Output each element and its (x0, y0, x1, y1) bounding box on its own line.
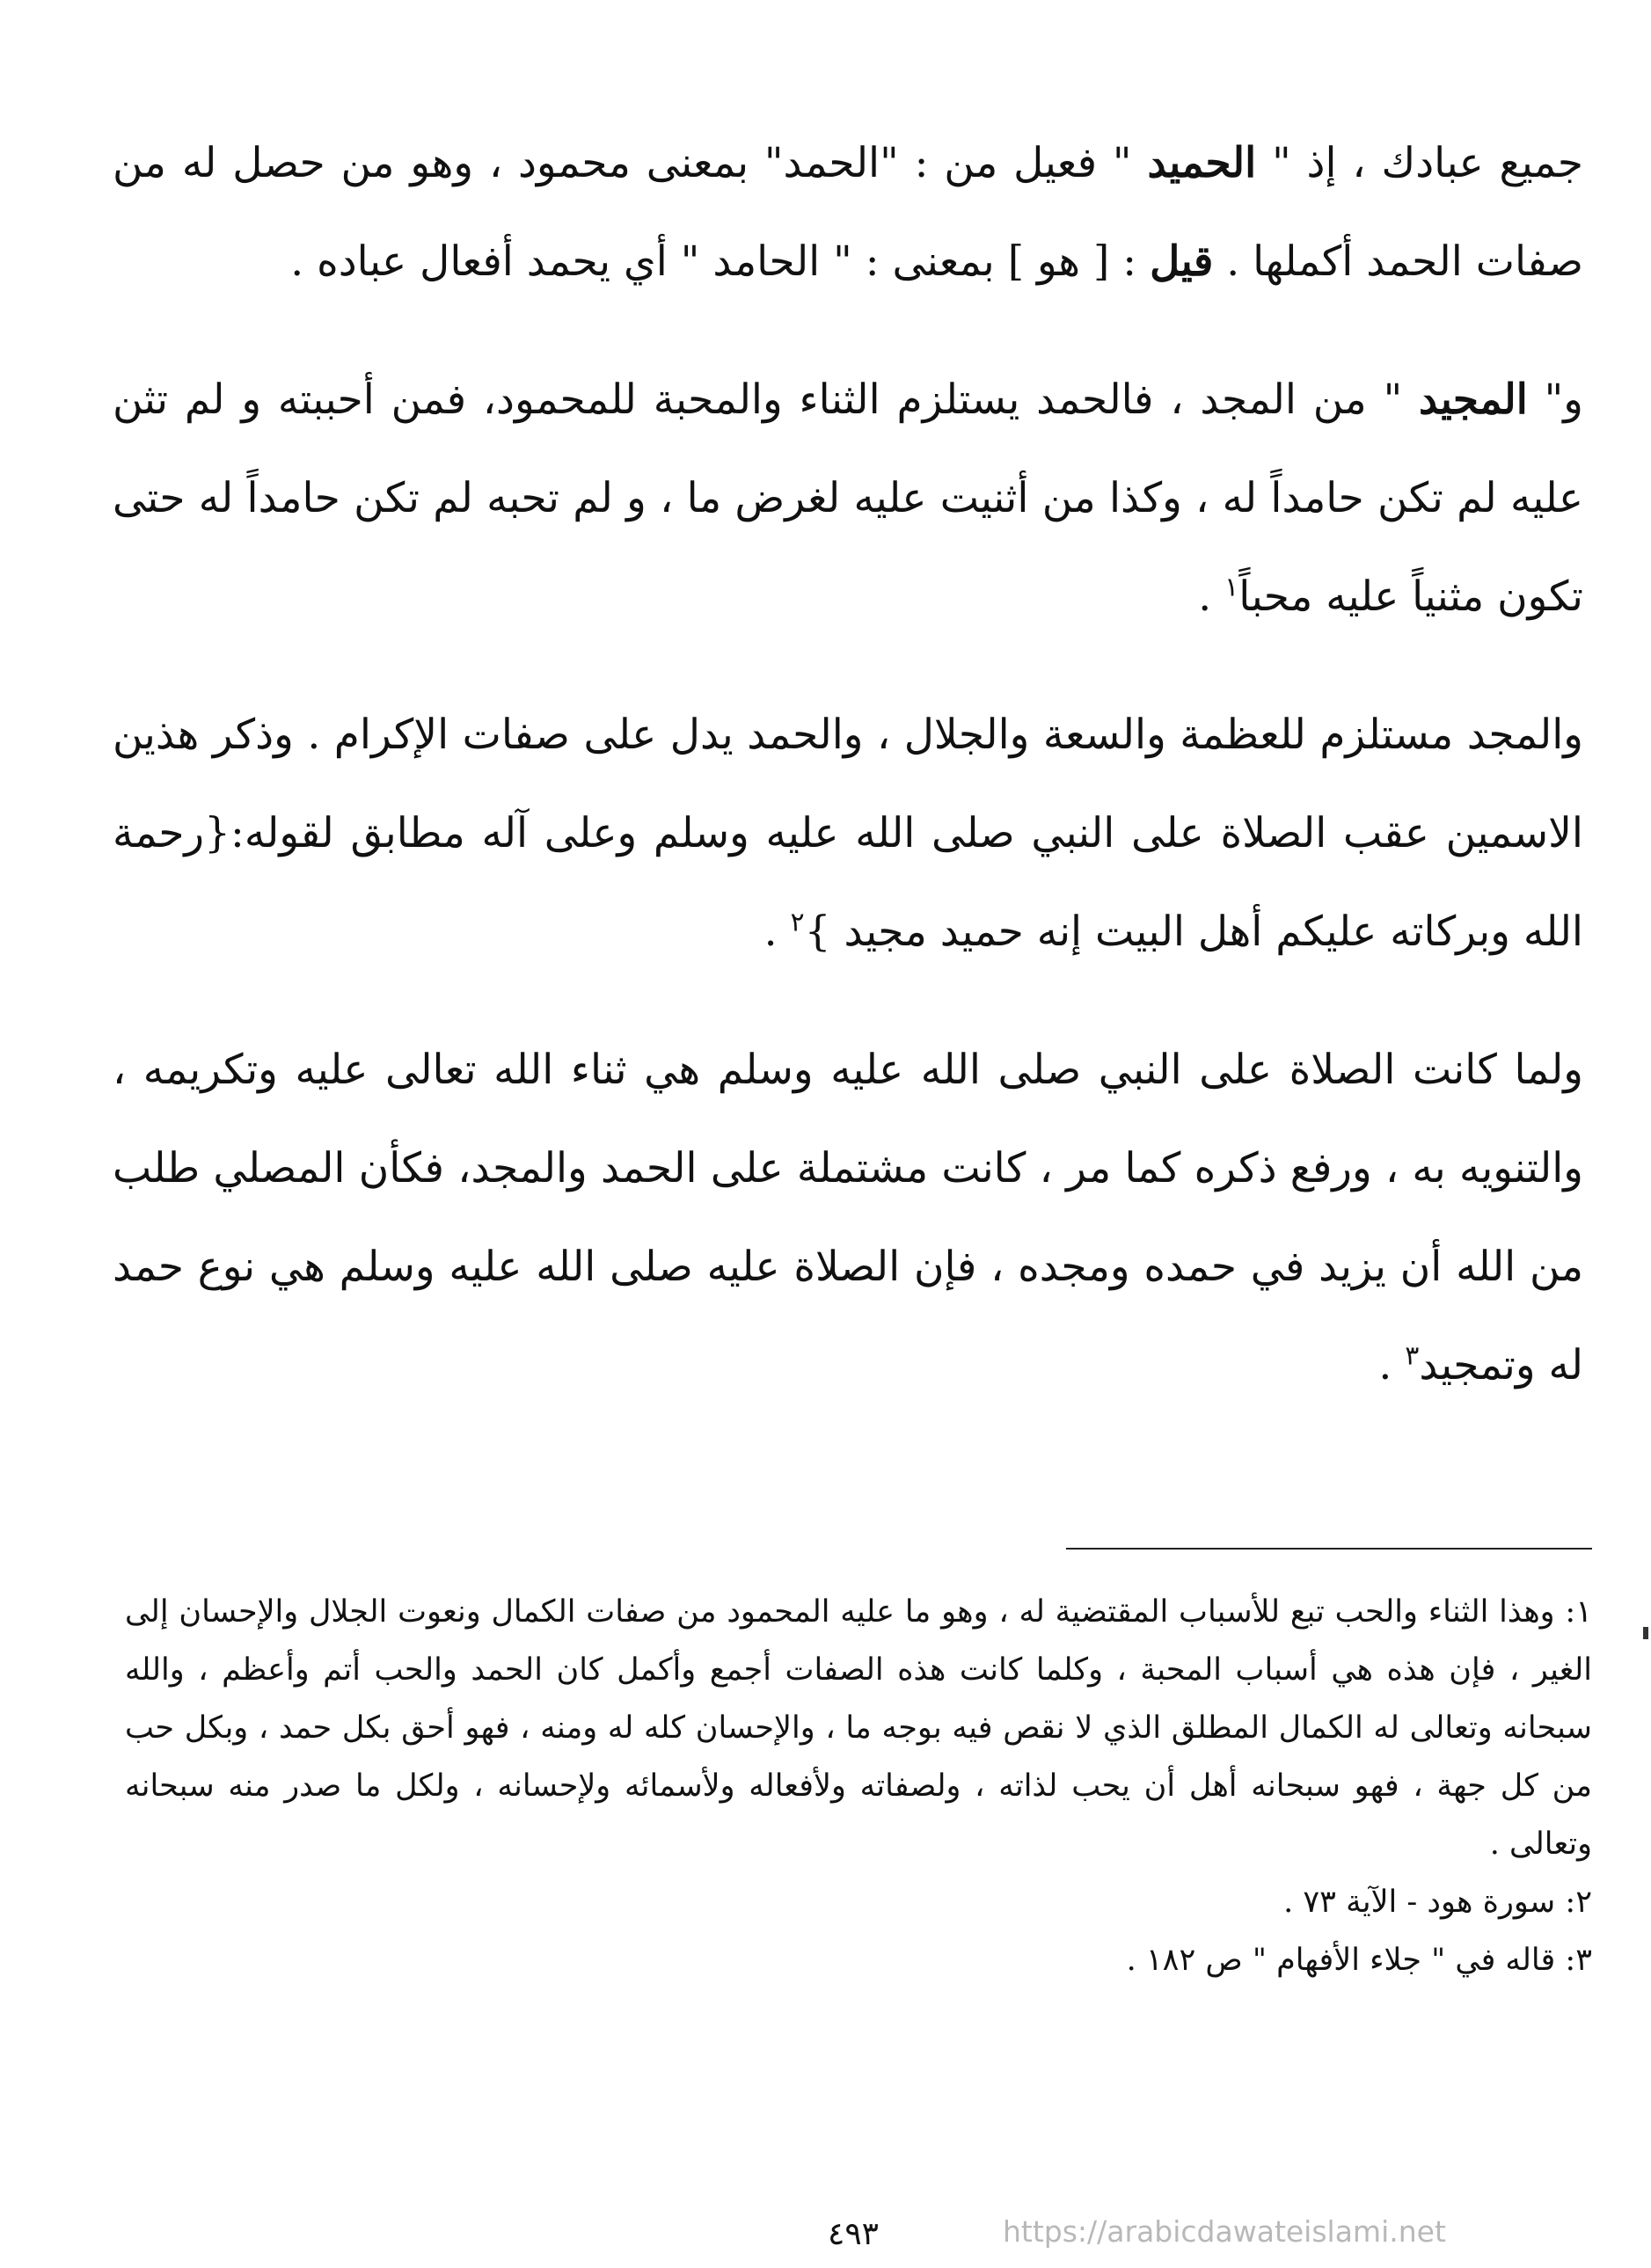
bold-term: الحميد (1147, 139, 1257, 187)
bold-term: قيل (1150, 237, 1214, 286)
footnotes (125, 1583, 1592, 1989)
bold-term: المجيد (1419, 376, 1528, 424)
footnote-ref: ١ (1224, 572, 1239, 603)
text-run: جميع عبادك ، إذ " (1272, 139, 1583, 187)
main-text (113, 114, 1583, 1455)
paragraph-3 (113, 686, 1583, 981)
footnote-ref: ٢ (790, 907, 805, 938)
text-run: " من المجد ، فالحمد يستلزم الثناء والمحبة للمحمود، فمن أحببته و لم تثن عليه لم تكن حامداً له ، وكذا من أثنيت عليه لغرض ما ، و لم تحبه لم تكن حامداً له حتى تكون مثنياً عليه محباً (113, 376, 1583, 621)
footnote-1: ١: وهذا الثناء والحب تبع للأسباب المقتضية له ، وهو ما عليه المحمود من صفات الكمال ونعوت الجلال والإحسان إلى الغير ، فإن هذه هي أسباب المحبة ، وكلما كانت هذه الصفات أجمع وأكمل كان الحمد والحب أتم وأعظم ، والله سبحانه وتعالى له الكمال المطلق الذي لا نقص فيه بوجه ما ، والإحسان كله له ومنه ، فهو أحق بكل حمد ، وبكل حب من كل جهة ، فهو سبحانه أهل أن يحب لذاته ، ولصفاته ولأفعاله ولأسمائه ولإحسانه ، ولكل ما صدر منه سبحانه وتعالى . (125, 1594, 1593, 1862)
text-run: : [ هو ] بمعنى : " الحامد " أي يحمد أفعال عباده . (290, 237, 1137, 286)
watermark-url: https://arabicdawateislami.net (1003, 2214, 1446, 2249)
text-run: . (763, 908, 778, 956)
scan-mark (1643, 1627, 1648, 1639)
paragraph-4 (113, 1021, 1583, 1415)
text-run: ولما كانت الصلاة على النبي صلى الله عليه وسلم هي ثناء الله تعالى عليه وتكريمه ، والتنويه به ، ورفع ذكره كما مر ، كانت مشتملة على الحمد والمجد، فكأن المصلي طلب من الله أن يزيد في حمده ومجده ، فإن الصلاة عليه صلى الله عليه وسلم هي نوع حمد له وتمجيد (113, 1046, 1583, 1389)
paragraph-2 (113, 351, 1583, 646)
paragraph-1 (113, 114, 1583, 311)
text-run: " فعيل من : "الحمد" بمعنى محمود ، وهو من حصل له من صفات الحمد أكملها . (113, 139, 1583, 286)
footnote-3: ٣: قاله في " جلاء الأفهام " ص ١٨٢ . (1126, 1943, 1592, 1978)
footnote-separator (1066, 1548, 1592, 1550)
text-run: و" (1544, 376, 1583, 424)
text-run: . (1198, 572, 1212, 621)
page-number: ٤٩٣ (827, 2216, 879, 2252)
footnote-2: ٢: سورة هود - الآية ٧٣ . (1283, 1885, 1592, 1920)
text-run: والمجد مستلزم للعظمة والسعة والجلال ، والحمد يدل على صفات الإكرام . وذكر هذين الاسمين عقب الصلاة على النبي صلى الله عليه وسلم وعلى آله مطابق لقوله:{رحمة الله وبركاته عليكم أهل البيت إنه حميد مجيد } (113, 711, 1583, 956)
text-run: . (1378, 1341, 1392, 1389)
footnote-ref: ٣ (1405, 1340, 1420, 1372)
